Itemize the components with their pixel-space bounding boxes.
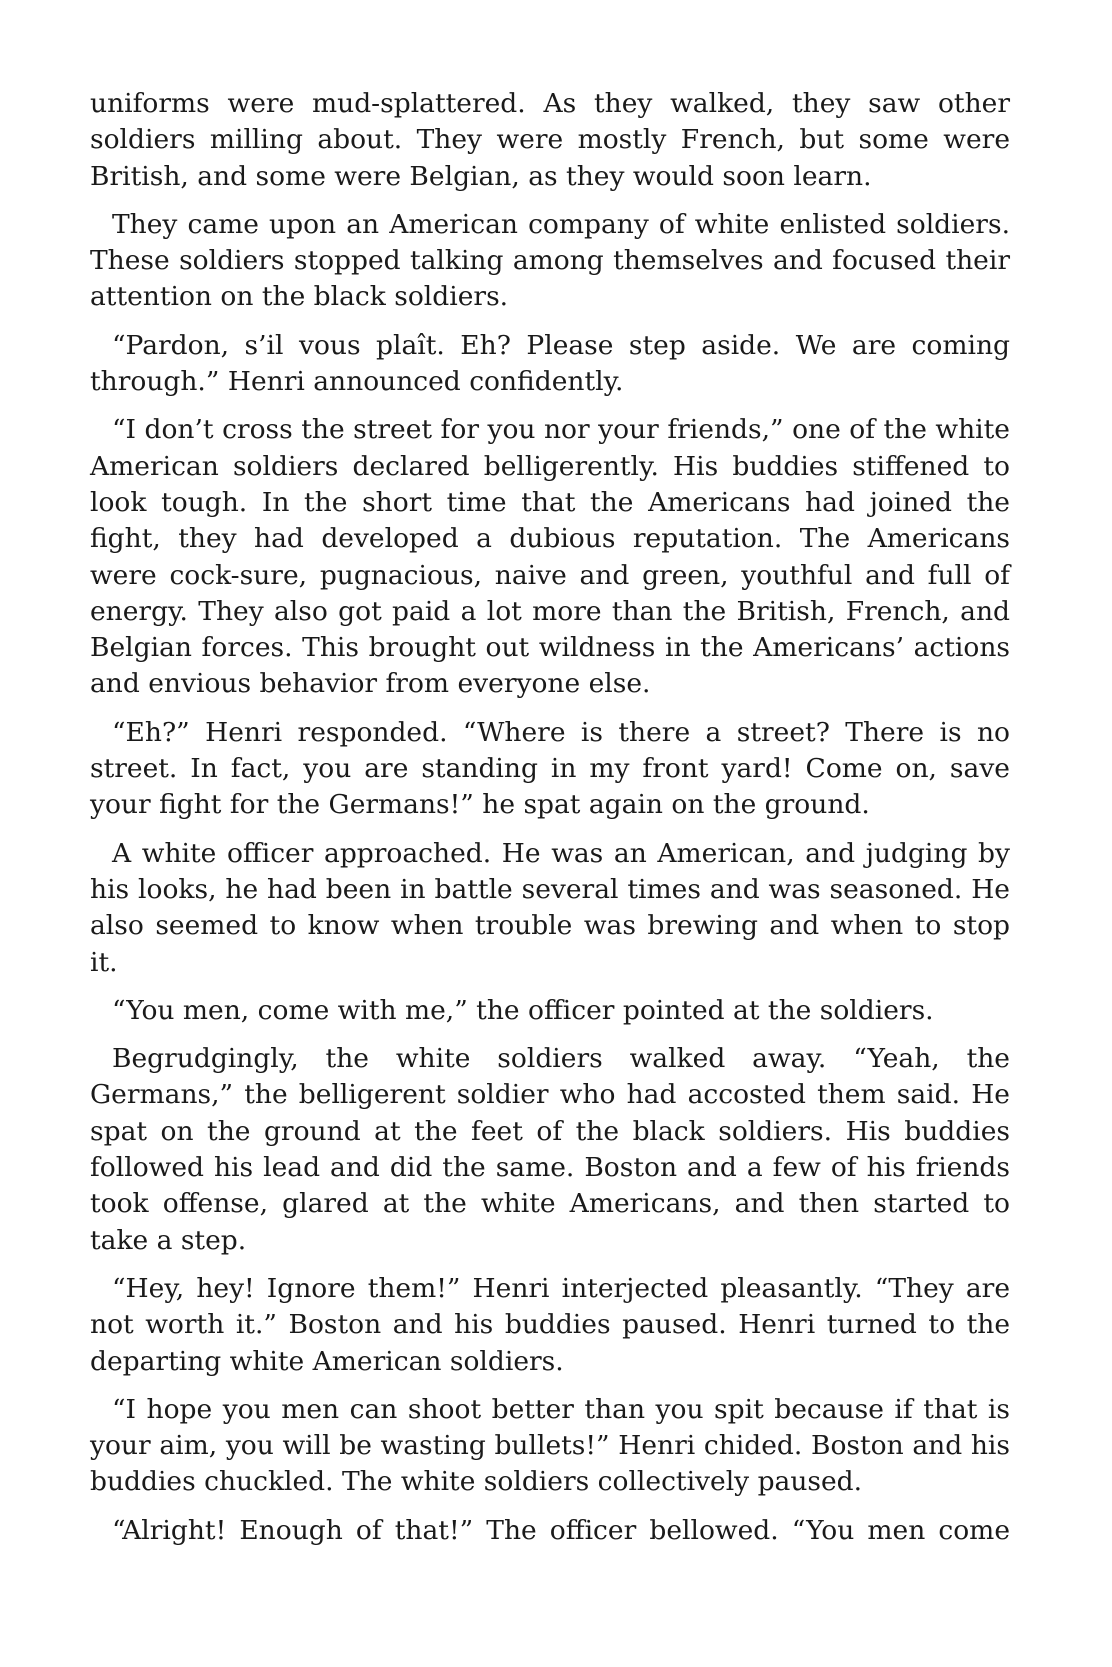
paragraph: “Hey, hey! Ignore them!” Henri interjected pleasantly. “They are not worth it.” Boston and his buddies paused. Henri turned to the departing white American soldiers.: [90, 1272, 1010, 1377]
paragraph: uniforms were mud-splattered. As they walked, they saw other soldiers milling about. They were mostly French, but some were British, and some were Belgian, as they would soon learn.: [90, 88, 1010, 192]
book-page-text: [90, 86, 1010, 1561]
paragraph: “You men, come with me,” the officer pointed at the soldiers.: [112, 994, 934, 1026]
paragraph: “Pardon, s’il vous plaît. Eh? Please step aside. We are coming through.” Henri announced confidently.: [90, 329, 1010, 398]
paragraph: Begrudgingly, the white soldiers walked away. “Yeah, the Germans,” the belligerent soldier who had accosted them said. He spat on the ground at the feet of the black soldiers. His buddies followed his lead and did the same. Boston and a few of his friends took offense, glared at the white Americans, and then started to take a step.: [90, 1043, 1010, 1256]
paragraph: “Alright! Enough of that!” The officer bellowed. “You men come: [112, 1514, 1010, 1546]
paragraph: They came upon an American company of white enlisted soldiers. These soldiers stopped talking among themselves and focused their attention on the black soldiers.: [90, 208, 1010, 313]
paragraph: A white officer approached. He was an American, and judging by his looks, he had been in battle several times and was seasoned. He also seemed to know when trouble was brewing and when to stop it.: [90, 837, 1010, 978]
paragraph: “I don’t cross the street for you nor your friends,” one of the white American soldiers declared belligerently. His buddies stiffened to look tough. In the short time that the Americans had joined the fight, they had developed a dubious reputation. The Americans were cock-sure, pugnacious, naive and green, youthful and full of energy. They also got paid a lot more than the British, French, and Belgian forces. This brought out wildness in the Americans’ actions and envious behavior from everyone else.: [90, 414, 1010, 700]
paragraph: “Eh?” Henri responded. “Where is there a street? There is no street. In fact, you are standing in my front yard! Come on, save your fight for the Germans!” he spat again on the ground.: [90, 716, 1010, 821]
paragraph: “I hope you men can shoot better than you spit because if that is your aim, you will be wasting bullets!” Henri chided. Boston and his buddies chuckled. The white soldiers collectively paused.: [90, 1393, 1010, 1498]
